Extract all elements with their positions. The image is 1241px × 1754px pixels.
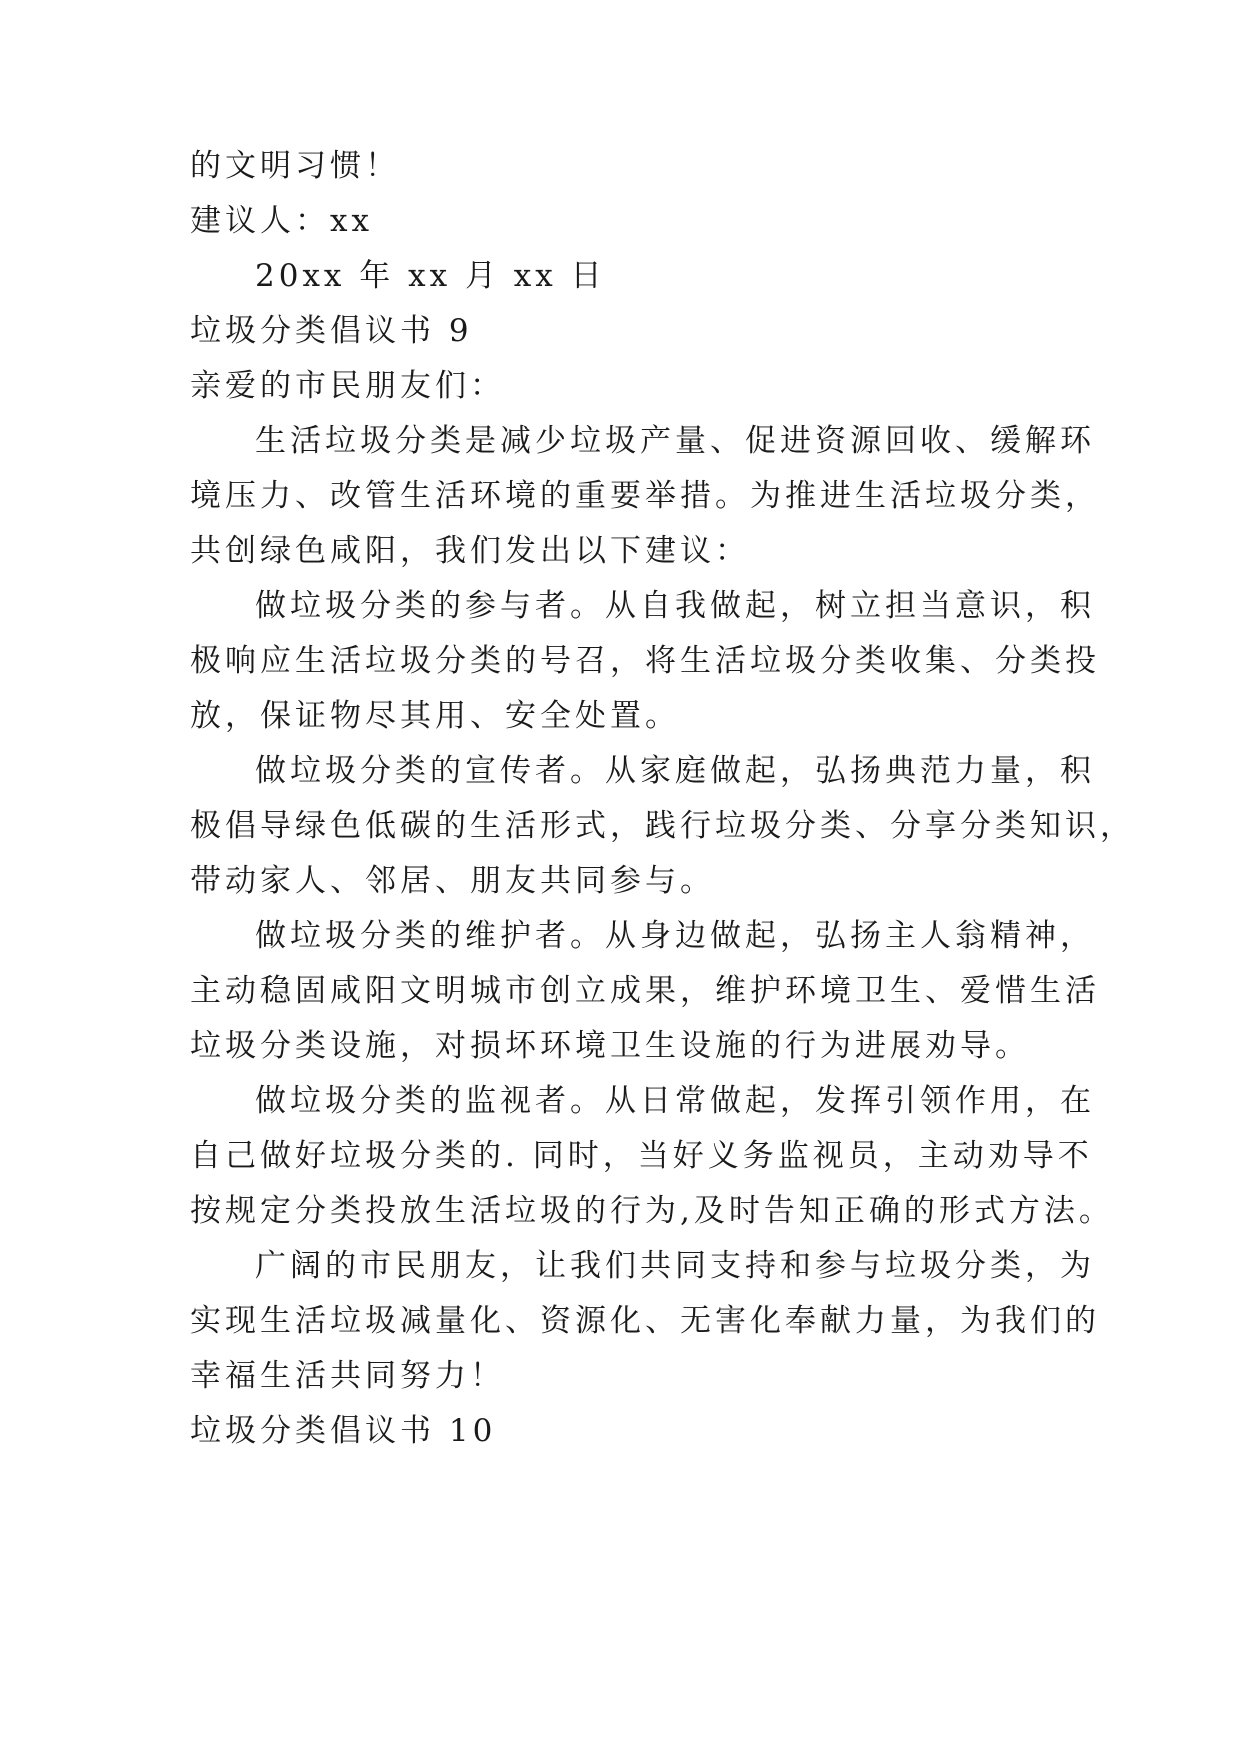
paragraph-line: 做垃圾分类的宣传者。从家庭做起，弘扬典范力量，积 — [255, 753, 1095, 789]
paragraph-line: 按规定分类投放生活垃圾的行为,及时告知正确的形式方法。 — [190, 1193, 1114, 1229]
paragraph-line: 生活垃圾分类是减少垃圾产量、促进资源回收、缓解环 — [255, 423, 1095, 459]
paragraph-line: 幸福生活共同努力！ — [190, 1358, 505, 1394]
paragraph-line: 极倡导绿色低碳的生活形式，践行垃圾分类、分享分类知识， — [190, 808, 1135, 844]
paragraph-line: 垃圾分类设施，对损坏环境卫生设施的行为进展劝导。 — [190, 1028, 1030, 1064]
paragraph-line: 做垃圾分类的维护者。从身边做起，弘扬主人翁精神， — [255, 918, 1095, 954]
letter10-title: 垃圾分类倡议书 10 — [190, 1413, 497, 1449]
paragraph-line: 带动家人、邻居、朋友共同参与。 — [190, 863, 715, 899]
letter9-title: 垃圾分类倡议书 9 — [190, 313, 473, 349]
paragraph-line: 做垃圾分类的监视者。从日常做起，发挥引领作用，在 — [255, 1083, 1095, 1119]
paragraph-line: 主动稳固咸阳文明城市创立成果，维护环境卫生、爱惜生活 — [190, 973, 1100, 1009]
date-line: 20xx 年 xx 月 xx 日 — [255, 258, 606, 294]
paragraph-line: 实现生活垃圾减量化、资源化、无害化奉献力量，为我们的 — [190, 1303, 1100, 1339]
paragraph-line: 极响应生活垃圾分类的号召，将生活垃圾分类收集、分类投 — [190, 643, 1100, 679]
paragraph-line: 境压力、改管生活环境的重要举措。为推进生活垃圾分类， — [190, 478, 1100, 514]
paragraph-line: 共创绿色咸阳，我们发出以下建议： — [190, 533, 750, 569]
prev-letter-closing-line: 的文明习惯！ — [190, 148, 400, 184]
signer-line: 建议人：xx — [190, 203, 373, 239]
paragraph-line: 做垃圾分类的参与者。从自我做起，树立担当意识，积 — [255, 588, 1095, 624]
paragraph-line: 自己做好垃圾分类的. 同时，当好义务监视员，主动劝导不 — [190, 1138, 1093, 1174]
paragraph-line: 放，保证物尽其用、安全处置。 — [190, 698, 680, 734]
paragraph-line: 广阔的市民朋友，让我们共同支持和参与垃圾分类，为 — [255, 1248, 1095, 1284]
letter9-salutation: 亲爱的市民朋友们： — [190, 368, 505, 404]
